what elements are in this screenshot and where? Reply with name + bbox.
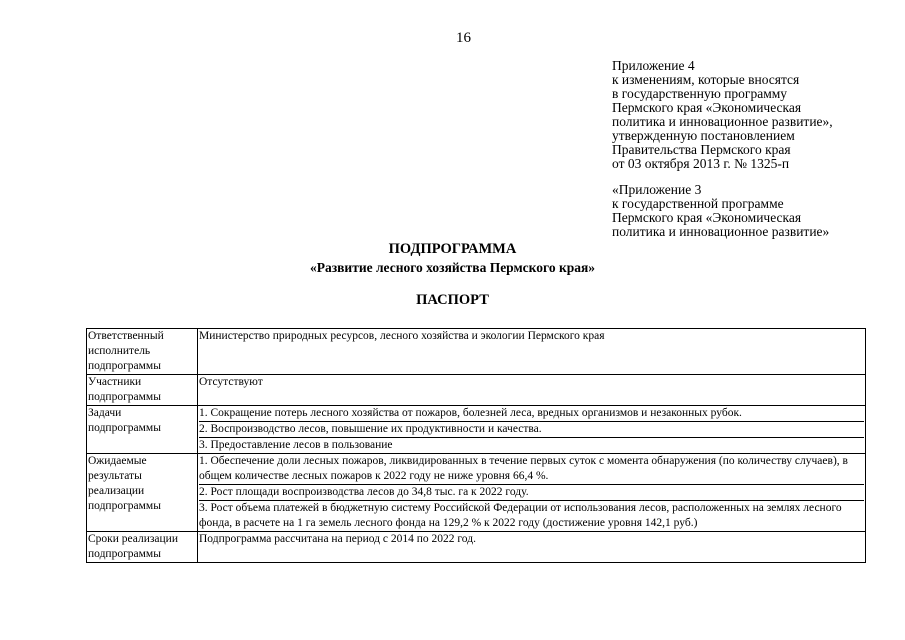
appendix-line: от 03 октября 2013 г. № 1325-п (612, 156, 790, 171)
passport-table (86, 328, 866, 563)
value-line: 3. Рост объема платежей в бюджетную систему Российской Федерации от использования лесов, расположенных на землях лесного фонда, в расчете на 1 га земель лесного фонда на 129,2 % к 2022 году (достижение уровня 142,1 руб.) (199, 502, 842, 529)
label-line: Ответственный (88, 330, 164, 342)
table-row-results (87, 454, 866, 532)
label-line: Ожидаемые (88, 455, 147, 467)
label-line: подпрограммы (88, 500, 161, 512)
row-label (87, 454, 198, 532)
label-line: подпрограммы (88, 391, 161, 403)
appendix-line: утвержденную постановлением (612, 128, 795, 143)
row-value (198, 532, 866, 563)
appendix-block-main (612, 59, 833, 171)
label-line: реализации (88, 485, 145, 497)
value-line: 1. Обеспечение доли лесных пожаров, ликвидированных в течение первых суток с момента обнаружения (по количеству случаев), в общем количестве лесных пожаров к 2022 году не ниже уровня 66,4 %. (199, 454, 864, 485)
appendix-line: Правительства Пермского края (612, 142, 791, 157)
appendix-line: политика и инновационное развитие» (612, 224, 830, 239)
value-line: 1. Сокращение потерь лесного хозяйства от пожаров, болезней леса, вредных организмов и незаконных рубок. (199, 406, 864, 422)
appendix-line: Пермского края «Экономическая (612, 210, 802, 225)
appendix-line: политика и инновационное развитие», (612, 114, 833, 129)
subprogram-name: «Развитие лесного хозяйства Пермского края» (309, 260, 596, 275)
row-label (87, 406, 198, 454)
subprogram-title: ПОДПРОГРАММА (388, 241, 517, 257)
table-row-participants (87, 375, 866, 406)
row-value (198, 454, 866, 532)
appendix-line: Приложение 4 (612, 58, 695, 73)
label-line: подпрограммы (88, 422, 161, 434)
row-label (87, 532, 198, 563)
value-line: 2. Воспроизводство лесов, повышение их продуктивности и качества. (199, 422, 864, 438)
appendix-line: «Приложение 3 (612, 182, 702, 197)
value-line: Отсутствуют (199, 376, 263, 388)
value-line: 2. Рост площади воспроизводства лесов до 34,8 тыс. га к 2022 году. (199, 485, 864, 501)
value-line: Подпрограмма рассчитана на период с 2014 по 2022 год. (199, 533, 476, 545)
table-row-tasks (87, 406, 866, 454)
value-line: 3. Предоставление лесов в пользование (199, 439, 393, 451)
row-value (198, 406, 866, 454)
appendix-note (612, 59, 833, 239)
page-number: 16 (456, 30, 471, 46)
table-row-responsible (87, 329, 866, 375)
row-label (87, 375, 198, 406)
label-line: Участники (88, 376, 142, 388)
passport-title: ПАСПОРТ (416, 292, 489, 308)
appendix-line: к государственной программе (612, 196, 784, 211)
appendix-line: к изменениям, которые вносятся (612, 72, 800, 87)
appendix-line: в государственную программу (612, 86, 788, 101)
row-value (198, 375, 866, 406)
value-line: Министерство природных ресурсов, лесного хозяйства и экологии Пермского края (199, 330, 605, 342)
row-value (198, 329, 866, 375)
appendix-line: Пермского края «Экономическая (612, 100, 802, 115)
appendix-block-sub (612, 183, 833, 239)
label-line: исполнитель (88, 345, 151, 357)
label-line: подпрограммы (88, 360, 161, 372)
row-label (87, 329, 198, 375)
label-line: Задачи (88, 407, 122, 419)
label-line: Сроки реализации (88, 533, 178, 545)
label-line: результаты (88, 470, 142, 482)
table-row-period (87, 532, 866, 563)
label-line: подпрограммы (88, 548, 161, 560)
